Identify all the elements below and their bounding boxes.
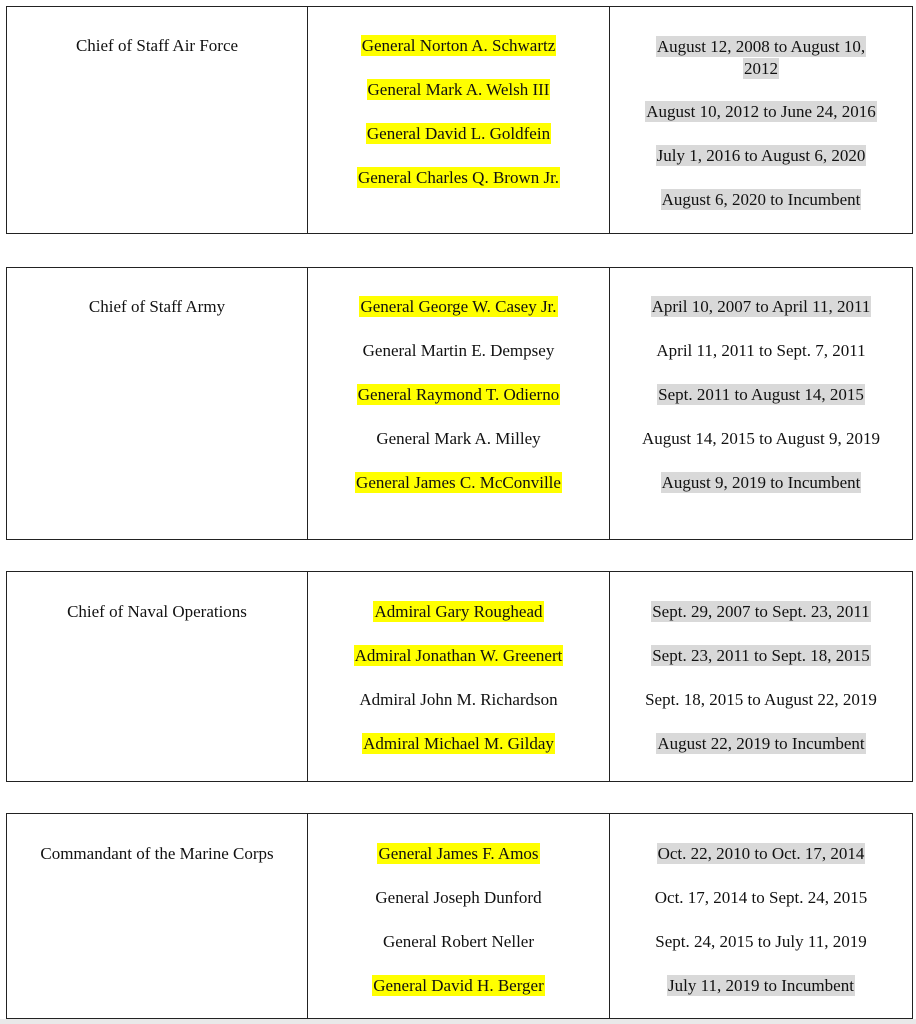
names-cell — [308, 268, 610, 540]
role-title: Chief of Staff Air Force — [75, 36, 239, 55]
term-line: August 6, 2020 to Incumbent — [661, 190, 861, 209]
page-bottom-edge — [0, 1019, 916, 1024]
name-line: Admiral John M. Richardson — [359, 690, 558, 709]
role-cell — [7, 268, 308, 540]
name-line: General Martin E. Dempsey — [362, 341, 555, 360]
name-line: General George W. Casey Jr. — [360, 297, 557, 316]
name-line: Admiral Jonathan W. Greenert — [354, 646, 563, 665]
terms-cell — [610, 268, 913, 540]
name-line: General Norton A. Schwartz — [361, 36, 556, 55]
term-line: August 9, 2019 to Incumbent — [661, 473, 861, 492]
term-line: Sept. 29, 2007 to Sept. 23, 2011 — [652, 602, 870, 621]
name-line: General David L. Goldfein — [366, 124, 551, 143]
terms-cell — [610, 572, 913, 782]
name-line: Admiral Michael M. Gilday — [363, 734, 554, 753]
name-line: General Raymond T. Odierno — [357, 385, 560, 404]
name-line: General James F. Amos — [378, 844, 539, 863]
role-cell — [7, 814, 308, 1019]
term-line: Sept. 2011 to August 14, 2015 — [658, 385, 864, 404]
role-title: Chief of Staff Army — [88, 297, 226, 316]
name-line: Admiral Gary Roughead — [374, 602, 543, 621]
name-line: General James C. McConville — [356, 473, 561, 492]
table-marine-corps — [6, 813, 913, 1019]
term-line: July 1, 2016 to August 6, 2020 — [656, 146, 866, 165]
term-line: Oct. 17, 2014 to Sept. 24, 2015 — [654, 888, 868, 907]
term-line: April 11, 2011 to Sept. 7, 2011 — [656, 341, 866, 360]
table-army — [6, 267, 913, 540]
names-cell — [308, 572, 610, 782]
table-air-force — [6, 6, 913, 234]
name-line: General Joseph Dunford — [375, 888, 542, 907]
role-title: Commandant of the Marine Corps — [40, 844, 274, 863]
name-line: General David H. Berger — [373, 976, 544, 995]
term-line: August 10, 2012 to June 24, 2016 — [646, 102, 876, 121]
name-line: General Charles Q. Brown Jr. — [357, 168, 560, 187]
term-line: July 11, 2019 to Incumbent — [668, 976, 854, 995]
terms-cell — [610, 7, 913, 234]
term-line: August 22, 2019 to Incumbent — [657, 734, 865, 753]
term-line: April 10, 2007 to April 11, 2011 — [651, 297, 871, 316]
name-line: General Robert Neller — [382, 932, 535, 951]
role-title: Chief of Naval Operations — [67, 602, 247, 621]
term-line: Sept. 24, 2015 to July 11, 2019 — [655, 932, 867, 951]
role-cell — [7, 7, 308, 234]
term-line: Oct. 22, 2010 to Oct. 17, 2014 — [657, 844, 865, 863]
role-cell — [7, 572, 308, 782]
names-cell — [308, 814, 610, 1019]
table-naval — [6, 571, 913, 782]
terms-cell — [610, 814, 913, 1019]
term-line: August 14, 2015 to August 9, 2019 — [641, 429, 881, 448]
term-line: Sept. 18, 2015 to August 22, 2019 — [645, 690, 877, 709]
names-cell — [308, 7, 610, 234]
name-line: General Mark A. Milley — [376, 429, 541, 448]
term-line: Sept. 23, 2011 to Sept. 18, 2015 — [652, 646, 870, 665]
term-line: August 12, 2008 to August 10, 2012 — [656, 37, 866, 78]
name-line: General Mark A. Welsh III — [367, 80, 550, 99]
